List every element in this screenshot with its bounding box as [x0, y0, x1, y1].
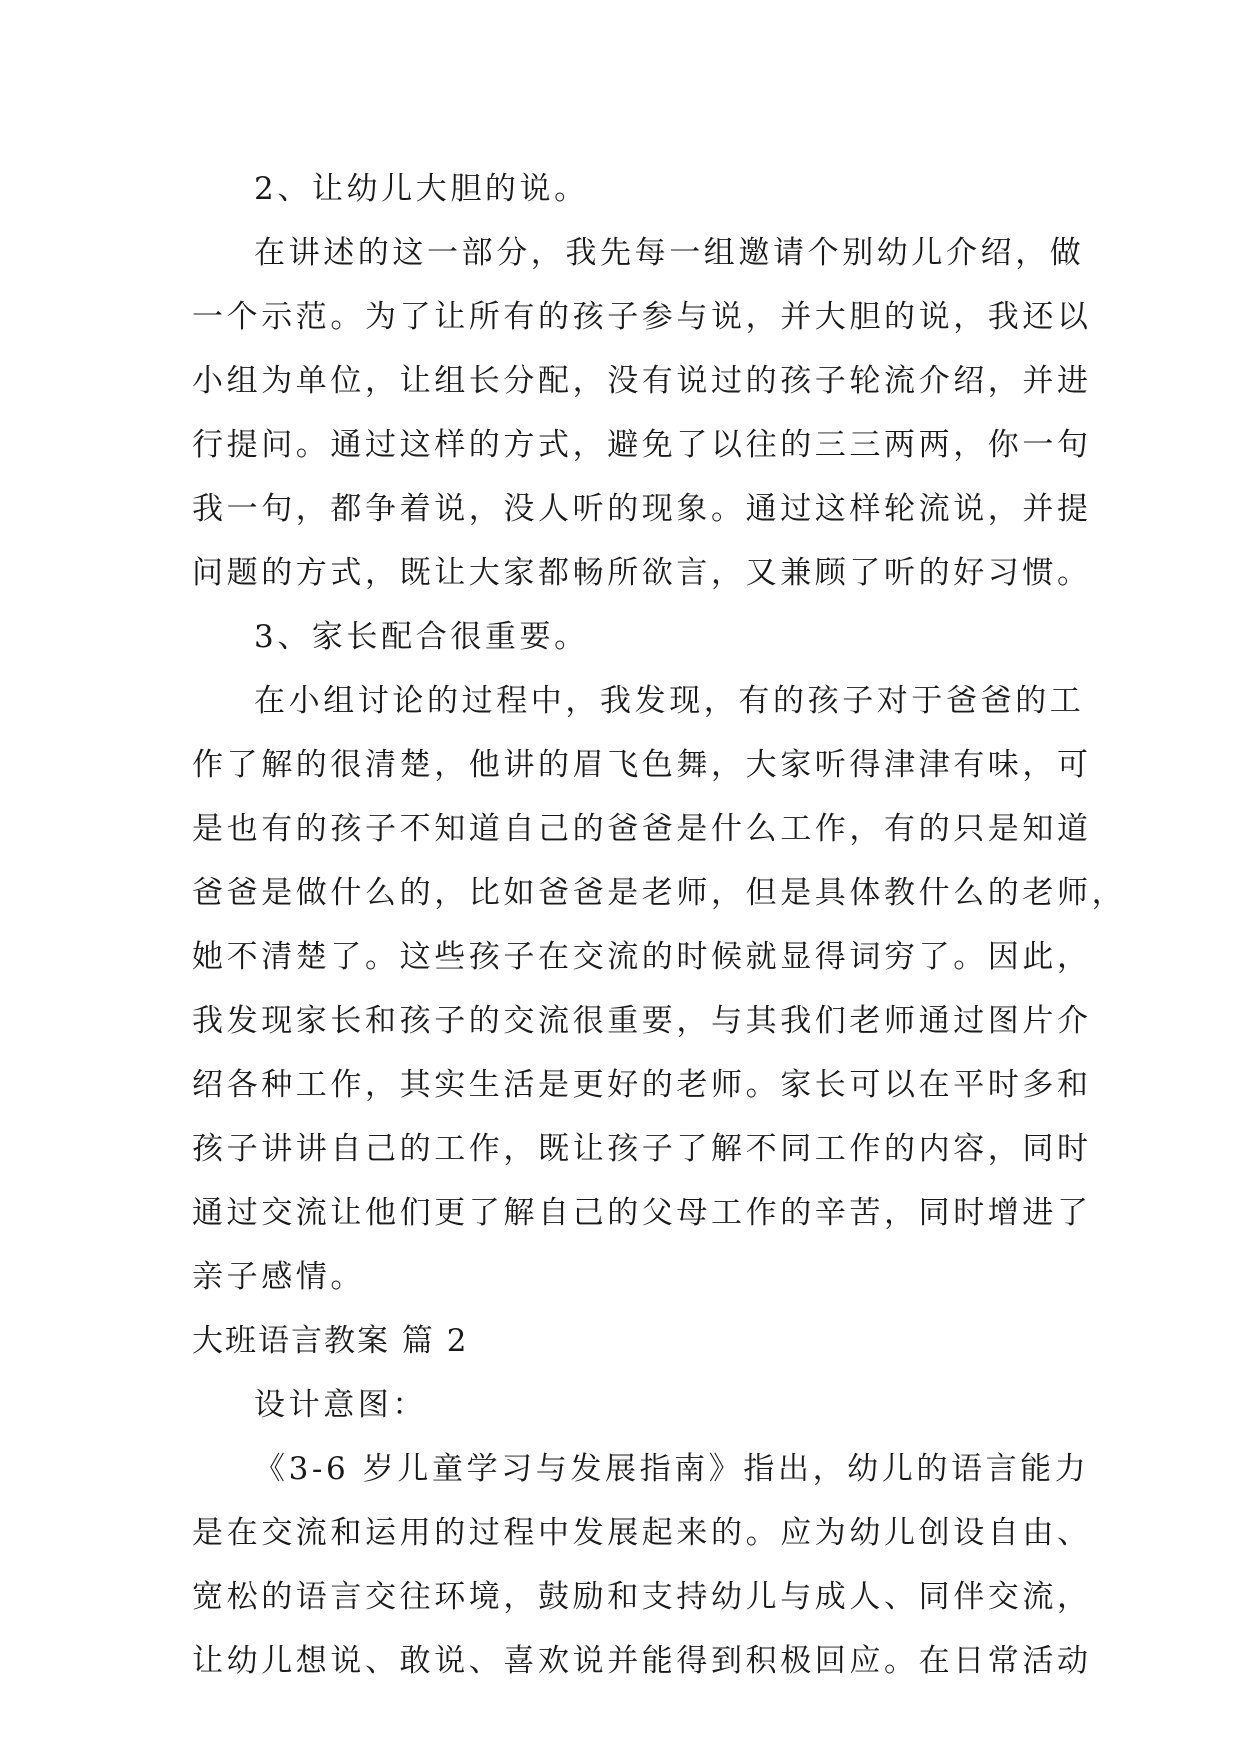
text-line: 爸爸是做什么的，比如爸爸是老师，但是具体教什么的老师，	[192, 875, 1127, 911]
text-line: 是也有的孩子不知道自己的爸爸是什么工作，有的只是知道	[192, 811, 1092, 847]
text-line: 作了解的很清楚，他讲的眉飞色舞，大家听得津津有味，可	[192, 747, 1092, 783]
text-line: 《3-6 岁儿童学习与发展指南》指出，幼儿的语言能力	[254, 1451, 1090, 1487]
subsection-label: 设计意图：	[254, 1387, 427, 1423]
text-line: 我发现家长和孩子的交流很重要，与其我们老师通过图片介	[192, 1003, 1092, 1039]
text-line: 在讲述的这一部分，我先每一组邀请个别幼儿介绍，做	[254, 235, 1085, 271]
text-line: 宽松的语言交往环境，鼓励和支持幼儿与成人、同伴交流，	[192, 1579, 1092, 1615]
paragraph-heading-2: 2、让幼儿大胆的说。	[254, 171, 589, 207]
text-line: 绍各种工作，其实生活是更好的老师。家长可以在平时多和	[192, 1067, 1092, 1103]
text-line: 问题的方式，既让大家都畅所欲言，又兼顾了听的好习惯。	[192, 555, 1092, 591]
text-line: 行提问。通过这样的方式，避免了以往的三三两两，你一句	[192, 427, 1092, 463]
text-line: 亲子感情。	[192, 1259, 365, 1295]
section-title: 大班语言教案 篇 2	[192, 1323, 469, 1359]
text-line: 一个示范。为了让所有的孩子参与说，并大胆的说，我还以	[192, 299, 1092, 335]
paragraph-heading-3: 3、家长配合很重要。	[254, 619, 589, 655]
text-line: 孩子讲讲自己的工作，既让孩子了解不同工作的内容，同时	[192, 1131, 1092, 1167]
text-line: 我一句，都争着说，没人听的现象。通过这样轮流说，并提	[192, 491, 1092, 527]
text-line: 她不清楚了。这些孩子在交流的时候就显得词穷了。因此，	[192, 939, 1092, 975]
text-line: 通过交流让他们更了解自己的父母工作的辛苦，同时增进了	[192, 1195, 1092, 1231]
document-page	[192, 157, 1127, 1693]
text-line: 小组为单位，让组长分配，没有说过的孩子轮流介绍，并进	[192, 363, 1092, 399]
text-line: 让幼儿想说、敢说、喜欢说并能得到积极回应。在日常活动	[192, 1643, 1092, 1679]
text-line: 是在交流和运用的过程中发展起来的。应为幼儿创设自由、	[192, 1515, 1092, 1551]
text-line: 在小组讨论的过程中，我发现，有的孩子对于爸爸的工	[254, 683, 1085, 719]
